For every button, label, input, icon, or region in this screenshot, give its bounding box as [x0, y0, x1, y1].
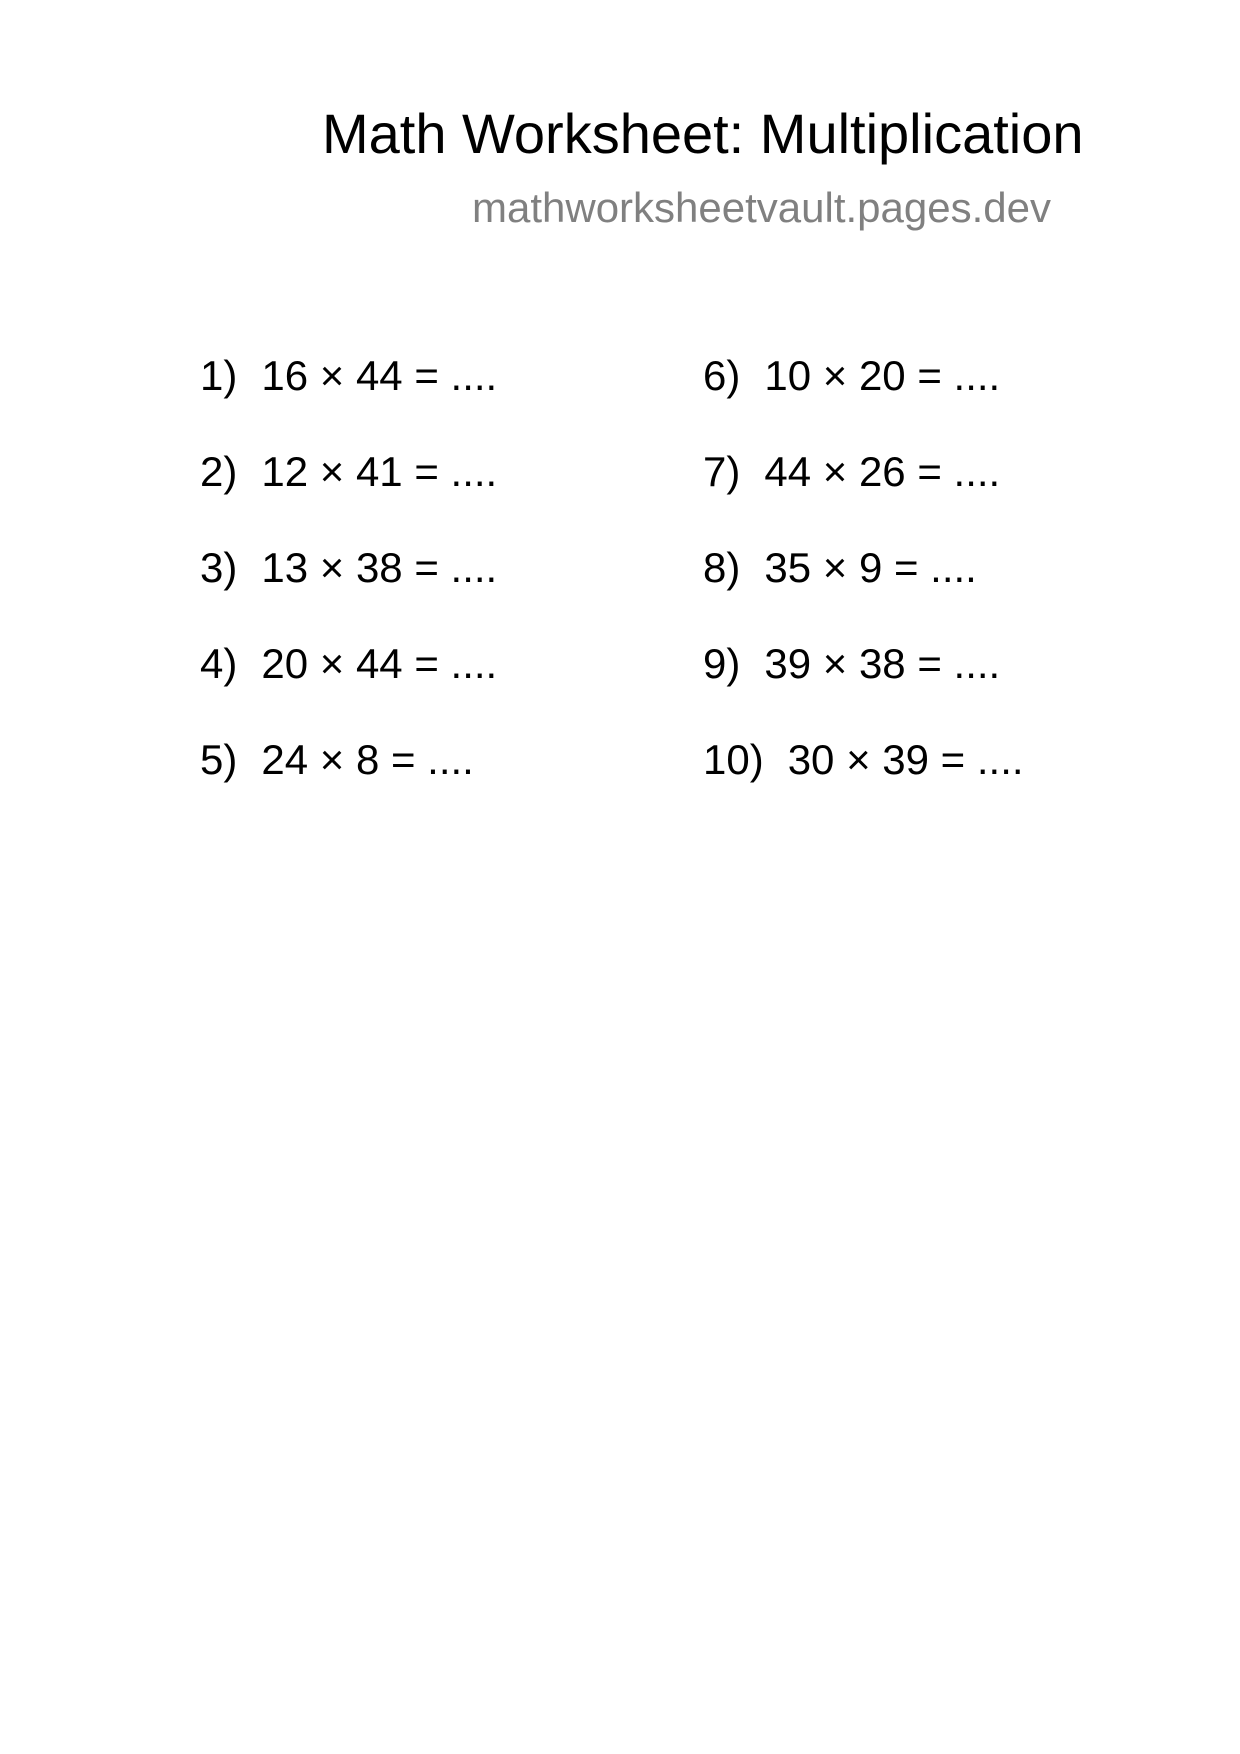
problem-number: 4) [200, 640, 238, 687]
problem-number: 7) [703, 448, 741, 495]
problem-expression: 44 × 26 = .... [764, 448, 1001, 495]
problem-10 [703, 732, 1024, 788]
problem-7 [703, 444, 1000, 500]
site-url: mathworksheetvault.pages.dev [472, 184, 1051, 231]
problem-number: 9) [703, 640, 741, 687]
problem-6 [703, 348, 1000, 404]
problem-1 [200, 348, 497, 404]
problem-expression: 39 × 38 = .... [764, 640, 1001, 687]
problem-9 [703, 636, 1000, 692]
problem-expression: 13 × 38 = .... [261, 544, 498, 591]
problem-expression: 35 × 9 = .... [764, 544, 977, 591]
problem-number: 5) [200, 736, 238, 783]
problem-8 [703, 540, 977, 596]
problem-number: 8) [703, 544, 741, 591]
problem-number: 2) [200, 448, 238, 495]
problem-2 [200, 444, 497, 500]
problem-expression: 12 × 41 = .... [261, 448, 498, 495]
problem-expression: 10 × 20 = .... [764, 352, 1001, 399]
problem-expression: 24 × 8 = .... [261, 736, 474, 783]
problem-number: 6) [703, 352, 741, 399]
problem-5 [200, 732, 474, 788]
problem-number: 1) [200, 352, 238, 399]
problem-number: 3) [200, 544, 238, 591]
problem-number: 10) [703, 736, 764, 783]
problem-4 [200, 636, 497, 692]
page-title: Math Worksheet: Multiplication [322, 102, 1084, 165]
problem-expression: 20 × 44 = .... [261, 640, 498, 687]
problem-expression: 16 × 44 = .... [261, 352, 498, 399]
problem-expression: 30 × 39 = .... [787, 736, 1024, 783]
problem-3 [200, 540, 497, 596]
